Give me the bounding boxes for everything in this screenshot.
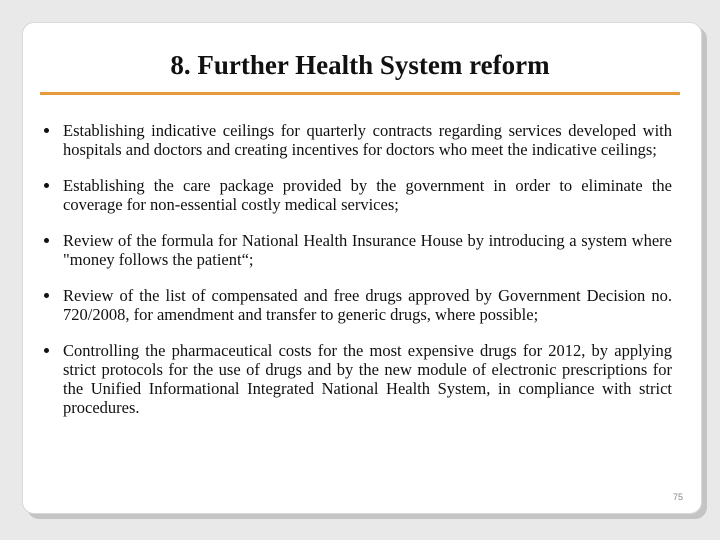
- bullet-item: [44, 176, 672, 214]
- slide-title: 8. Further Health System reform: [170, 50, 550, 80]
- bullet-dot-icon: [44, 293, 49, 298]
- bullet-text: Review of the formula for National Health Insurance House by introducing a system where "money follows the patient“;: [63, 231, 672, 269]
- bullet-text: Establishing indicative ceilings for quarterly contracts regarding services developed with hospitals and doctors and creating incentives for doctors who meet the indicative ceilings;: [63, 121, 672, 159]
- bullet-item: [44, 286, 672, 324]
- bullet-dot-icon: [44, 348, 49, 353]
- bullet-item: [44, 341, 672, 417]
- bullet-dot-icon: [44, 128, 49, 133]
- title-underline: [40, 92, 680, 95]
- bullet-item: [44, 231, 672, 269]
- bullet-text: Controlling the pharmaceutical costs for the most expensive drugs for 2012, by applying strict protocols for the use of drugs and by the new module of electronic prescriptions for the Unified Informational Integrated National Health System, in compliance with strict procedures.: [63, 341, 672, 417]
- page-number: 75: [672, 492, 683, 502]
- bullet-item: [44, 121, 672, 159]
- bullet-list: [44, 121, 672, 434]
- bullet-text: Establishing the care package provided by the government in order to eliminate the coverage for non-essential costly medical services;: [63, 176, 672, 214]
- bullet-dot-icon: [44, 183, 49, 188]
- bullet-dot-icon: [44, 238, 49, 243]
- bullet-text: Review of the list of compensated and free drugs approved by Government Decision no. 720/2008, for amendment and transfer to generic drugs, where possible;: [63, 286, 672, 324]
